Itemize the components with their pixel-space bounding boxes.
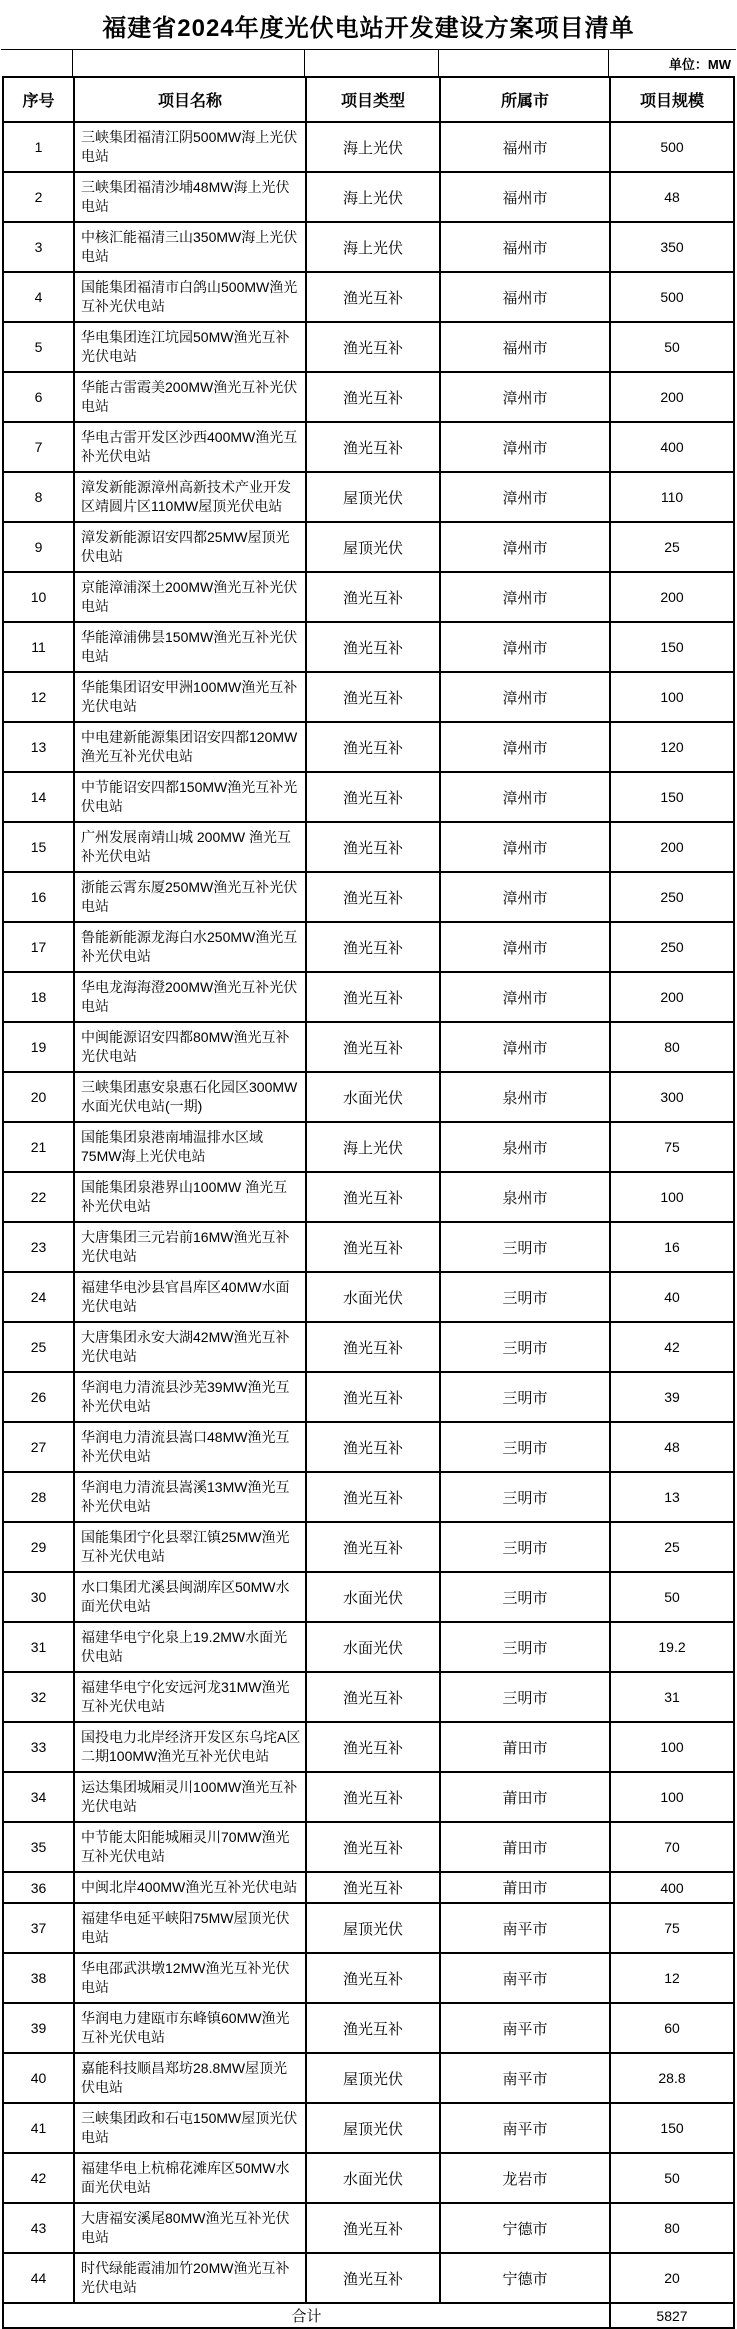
cell-scale: 350 [610, 222, 734, 272]
cell-project-name: 中闽能源诏安四都80MW渔光互补光伏电站 [74, 1022, 306, 1072]
cell-scale: 100 [610, 1722, 734, 1772]
cell-project-name: 三峡集团福清沙埔48MW海上光伏电站 [74, 172, 306, 222]
cell-project-name: 福建华电宁化安远河龙31MW渔光互补光伏电站 [74, 1672, 306, 1722]
cell-no: 7 [3, 422, 74, 472]
cell-scale: 80 [610, 2203, 734, 2253]
unit-band-spacer [439, 50, 609, 76]
cell-project-name: 水口集团尤溪县闽湖库区50MW水面光伏电站 [74, 1572, 306, 1622]
cell-project-name: 中闽北岸400MW渔光互补光伏电站 [74, 1872, 306, 1903]
cell-city: 南平市 [440, 2003, 610, 2053]
cell-project-type: 渔光互补 [306, 1322, 440, 1372]
table-row [3, 522, 734, 572]
cell-scale: 25 [610, 1522, 734, 1572]
cell-project-name: 大唐福安溪尾80MW渔光互补光伏电站 [74, 2203, 306, 2253]
cell-no: 25 [3, 1322, 74, 1372]
cell-project-name: 中节能诏安四都150MW渔光互补光伏电站 [74, 772, 306, 822]
cell-no: 41 [3, 2103, 74, 2153]
cell-project-type: 屋顶光伏 [306, 472, 440, 522]
header-no: 序号 [3, 77, 74, 122]
cell-project-type: 渔光互补 [306, 1372, 440, 1422]
cell-city: 宁德市 [440, 2203, 610, 2253]
cell-no: 17 [3, 922, 74, 972]
table-row [3, 772, 734, 822]
cell-project-type: 渔光互补 [306, 1772, 440, 1822]
cell-no: 2 [3, 172, 74, 222]
cell-scale: 60 [610, 2003, 734, 2053]
cell-city: 漳州市 [440, 972, 610, 1022]
cell-project-type: 渔光互补 [306, 2203, 440, 2253]
cell-scale: 48 [610, 172, 734, 222]
table-row [3, 2003, 734, 2053]
cell-no: 4 [3, 272, 74, 322]
cell-no: 39 [3, 2003, 74, 2053]
page-title: 福建省2024年度光伏电站开发建设方案项目清单 [1, 4, 736, 50]
cell-scale: 150 [610, 2103, 734, 2153]
cell-no: 24 [3, 1272, 74, 1322]
header-row [3, 77, 734, 122]
cell-project-name: 三峡集团政和石屯150MW屋顶光伏电站 [74, 2103, 306, 2153]
cell-project-name: 国能集团泉港南埔温排水区域75MW海上光伏电站 [74, 1122, 306, 1172]
cell-project-type: 渔光互补 [306, 2253, 440, 2303]
cell-no: 13 [3, 722, 74, 772]
cell-project-type: 渔光互补 [306, 322, 440, 372]
table-row [3, 722, 734, 772]
cell-project-name: 福建华电延平峡阳75MW屋顶光伏电站 [74, 1903, 306, 1953]
cell-project-type: 渔光互补 [306, 1872, 440, 1903]
cell-no: 12 [3, 672, 74, 722]
cell-no: 8 [3, 472, 74, 522]
cell-city: 三明市 [440, 1222, 610, 1272]
table-row [3, 1872, 734, 1903]
cell-city: 漳州市 [440, 722, 610, 772]
cell-scale: 48 [610, 1422, 734, 1472]
cell-project-name: 三峡集团福清江阴500MW海上光伏电站 [74, 122, 306, 172]
cell-scale: 42 [610, 1322, 734, 1372]
cell-city: 漳州市 [440, 372, 610, 422]
cell-city: 莆田市 [440, 1822, 610, 1872]
cell-project-type: 渔光互补 [306, 1522, 440, 1572]
table-row [3, 822, 734, 872]
table-row [3, 922, 734, 972]
cell-project-type: 海上光伏 [306, 222, 440, 272]
cell-scale: 250 [610, 922, 734, 972]
cell-city: 漳州市 [440, 1022, 610, 1072]
cell-project-type: 渔光互补 [306, 622, 440, 672]
cell-no: 44 [3, 2253, 74, 2303]
cell-scale: 120 [610, 722, 734, 772]
cell-project-name: 运达集团城厢灵川100MW渔光互补光伏电站 [74, 1772, 306, 1822]
table-row [3, 1722, 734, 1772]
cell-no: 16 [3, 872, 74, 922]
cell-project-type: 屋顶光伏 [306, 1903, 440, 1953]
table-row [3, 1903, 734, 1953]
cell-project-type: 渔光互补 [306, 372, 440, 422]
cell-city: 泉州市 [440, 1122, 610, 1172]
table-row [3, 422, 734, 472]
cell-city: 龙岩市 [440, 2153, 610, 2203]
cell-city: 三明市 [440, 1572, 610, 1622]
cell-scale: 12 [610, 1953, 734, 2003]
cell-project-type: 海上光伏 [306, 122, 440, 172]
header-scale: 项目规模 [610, 77, 734, 122]
cell-project-type: 渔光互补 [306, 872, 440, 922]
cell-project-type: 水面光伏 [306, 1622, 440, 1672]
cell-city: 莆田市 [440, 1772, 610, 1822]
cell-city: 泉州市 [440, 1172, 610, 1222]
cell-no: 22 [3, 1172, 74, 1222]
table-row [3, 1172, 734, 1222]
table-row [3, 1072, 734, 1122]
unit-band-spacer [73, 50, 305, 76]
cell-scale: 100 [610, 1172, 734, 1222]
cell-project-name: 国投电力北岸经济开发区东乌垞A区二期100MW渔光互补光伏电站 [74, 1722, 306, 1772]
total-row [3, 2303, 734, 2328]
cell-no: 6 [3, 372, 74, 422]
cell-no: 20 [3, 1072, 74, 1122]
cell-city: 三明市 [440, 1622, 610, 1672]
table-row [3, 2103, 734, 2153]
cell-scale: 500 [610, 122, 734, 172]
cell-project-name: 时代绿能霞浦加竹20MW渔光互补光伏电站 [74, 2253, 306, 2303]
cell-project-name: 浙能云霄东厦250MW渔光互补光伏电站 [74, 872, 306, 922]
cell-no: 28 [3, 1472, 74, 1522]
table-row [3, 2203, 734, 2253]
cell-scale: 50 [610, 322, 734, 372]
cell-scale: 20 [610, 2253, 734, 2303]
cell-project-name: 福建华电宁化泉上19.2MW水面光伏电站 [74, 1622, 306, 1672]
cell-project-type: 渔光互补 [306, 1172, 440, 1222]
table-row [3, 1022, 734, 1072]
project-table [2, 76, 735, 2329]
cell-city: 莆田市 [440, 1872, 610, 1903]
cell-city: 莆田市 [440, 1722, 610, 1772]
table-row [3, 1422, 734, 1472]
cell-project-name: 大唐集团三元岩前16MW渔光互补光伏电站 [74, 1222, 306, 1272]
table-row [3, 272, 734, 322]
table-row [3, 1622, 734, 1672]
cell-no: 21 [3, 1122, 74, 1172]
cell-project-type: 水面光伏 [306, 1072, 440, 1122]
cell-city: 南平市 [440, 1953, 610, 2003]
cell-no: 32 [3, 1672, 74, 1722]
table-row [3, 1322, 734, 1372]
table-row [3, 1953, 734, 2003]
table-row [3, 872, 734, 922]
cell-scale: 75 [610, 1122, 734, 1172]
table-row [3, 1472, 734, 1522]
cell-project-name: 华润电力清流县嵩溪13MW渔光互补光伏电站 [74, 1472, 306, 1522]
cell-no: 36 [3, 1872, 74, 1903]
table-row [3, 2253, 734, 2303]
cell-project-type: 渔光互补 [306, 722, 440, 772]
cell-project-type: 屋顶光伏 [306, 522, 440, 572]
cell-city: 南平市 [440, 2103, 610, 2153]
cell-city: 漳州市 [440, 572, 610, 622]
table-row [3, 1822, 734, 1872]
cell-scale: 75 [610, 1903, 734, 1953]
cell-project-name: 福建华电上杭棉花滩库区50MW水面光伏电站 [74, 2153, 306, 2203]
cell-scale: 100 [610, 672, 734, 722]
unit-band [2, 50, 735, 76]
cell-no: 10 [3, 572, 74, 622]
cell-project-type: 渔光互补 [306, 1822, 440, 1872]
cell-scale: 250 [610, 872, 734, 922]
table-row [3, 372, 734, 422]
cell-project-name: 鲁能新能源龙海白水250MW渔光互补光伏电站 [74, 922, 306, 972]
cell-scale: 70 [610, 1822, 734, 1872]
table-row [3, 572, 734, 622]
cell-project-type: 渔光互补 [306, 972, 440, 1022]
cell-no: 11 [3, 622, 74, 672]
cell-city: 宁德市 [440, 2253, 610, 2303]
cell-project-name: 华能古雷霞美200MW渔光互补光伏电站 [74, 372, 306, 422]
cell-project-type: 渔光互补 [306, 1672, 440, 1722]
cell-city: 福州市 [440, 122, 610, 172]
cell-project-name: 漳发新能源诏安四都25MW屋顶光伏电站 [74, 522, 306, 572]
cell-city: 漳州市 [440, 822, 610, 872]
cell-scale: 19.2 [610, 1622, 734, 1672]
cell-project-type: 渔光互补 [306, 422, 440, 472]
header-project-type: 项目类型 [306, 77, 440, 122]
cell-scale: 31 [610, 1672, 734, 1722]
cell-project-type: 渔光互补 [306, 2003, 440, 2053]
cell-scale: 150 [610, 772, 734, 822]
cell-project-name: 中节能太阳能城厢灵川70MW渔光互补光伏电站 [74, 1822, 306, 1872]
cell-project-name: 大唐集团永安大湖42MW渔光互补光伏电站 [74, 1322, 306, 1372]
table-row [3, 1272, 734, 1322]
cell-no: 3 [3, 222, 74, 272]
table-row [3, 2053, 734, 2103]
cell-project-name: 国能集团宁化县翠江镇25MW渔光互补光伏电站 [74, 1522, 306, 1572]
cell-no: 9 [3, 522, 74, 572]
cell-project-type: 渔光互补 [306, 1953, 440, 2003]
cell-project-name: 国能集团泉港界山100MW 渔光互补光伏电站 [74, 1172, 306, 1222]
cell-scale: 400 [610, 1872, 734, 1903]
cell-scale: 110 [610, 472, 734, 522]
cell-city: 漳州市 [440, 872, 610, 922]
unit-band-spacer [2, 50, 73, 76]
cell-city: 三明市 [440, 1672, 610, 1722]
cell-scale: 39 [610, 1372, 734, 1422]
header-city: 所属市 [440, 77, 610, 122]
table-row [3, 972, 734, 1022]
cell-city: 漳州市 [440, 922, 610, 972]
cell-no: 1 [3, 122, 74, 172]
cell-no: 34 [3, 1772, 74, 1822]
table-row [3, 122, 734, 172]
cell-scale: 13 [610, 1472, 734, 1522]
cell-no: 43 [3, 2203, 74, 2253]
cell-no: 35 [3, 1822, 74, 1872]
cell-city: 漳州市 [440, 472, 610, 522]
cell-no: 15 [3, 822, 74, 872]
cell-project-name: 华润电力清流县嵩口48MW渔光互补光伏电站 [74, 1422, 306, 1472]
cell-scale: 50 [610, 2153, 734, 2203]
cell-no: 27 [3, 1422, 74, 1472]
cell-project-type: 水面光伏 [306, 2153, 440, 2203]
cell-project-type: 渔光互补 [306, 1222, 440, 1272]
cell-project-type: 渔光互补 [306, 772, 440, 822]
cell-no: 23 [3, 1222, 74, 1272]
cell-project-type: 海上光伏 [306, 1122, 440, 1172]
table-row [3, 472, 734, 522]
cell-project-type: 渔光互补 [306, 1472, 440, 1522]
cell-city: 三明市 [440, 1472, 610, 1522]
cell-project-name: 华润电力建瓯市东峰镇60MW渔光互补光伏电站 [74, 2003, 306, 2053]
table-row [3, 1522, 734, 1572]
cell-scale: 150 [610, 622, 734, 672]
cell-no: 30 [3, 1572, 74, 1622]
table-row [3, 172, 734, 222]
cell-no: 38 [3, 1953, 74, 2003]
cell-scale: 200 [610, 972, 734, 1022]
table-body [3, 122, 734, 2303]
cell-city: 漳州市 [440, 622, 610, 672]
cell-scale: 25 [610, 522, 734, 572]
cell-project-type: 渔光互补 [306, 922, 440, 972]
cell-scale: 200 [610, 822, 734, 872]
cell-city: 漳州市 [440, 672, 610, 722]
table-row [3, 1122, 734, 1172]
table-row [3, 222, 734, 272]
cell-scale: 200 [610, 572, 734, 622]
cell-scale: 80 [610, 1022, 734, 1072]
total-label: 合计 [3, 2303, 610, 2328]
cell-scale: 50 [610, 1572, 734, 1622]
cell-project-name: 漳发新能源漳州高新技术产业开发区靖圆片区110MW屋顶光伏电站 [74, 472, 306, 522]
cell-city: 三明市 [440, 1272, 610, 1322]
cell-city: 泉州市 [440, 1072, 610, 1122]
cell-project-name: 三峡集团惠安泉惠石化园区300MW水面光伏电站(一期) [74, 1072, 306, 1122]
cell-project-type: 屋顶光伏 [306, 2103, 440, 2153]
cell-project-name: 中核汇能福清三山350MW海上光伏电站 [74, 222, 306, 272]
cell-project-name: 华电龙海海澄200MW渔光互补光伏电站 [74, 972, 306, 1022]
table-row [3, 1572, 734, 1622]
cell-scale: 100 [610, 1772, 734, 1822]
cell-scale: 200 [610, 372, 734, 422]
table-row [3, 1772, 734, 1822]
cell-city: 三明市 [440, 1372, 610, 1422]
cell-project-name: 国能集团福清市白鸽山500MW渔光互补光伏电站 [74, 272, 306, 322]
cell-city: 三明市 [440, 1322, 610, 1372]
total-value: 5827 [610, 2303, 734, 2328]
cell-project-name: 广州发展南靖山城 200MW 渔光互补光伏电站 [74, 822, 306, 872]
cell-city: 南平市 [440, 1903, 610, 1953]
cell-project-name: 华能漳浦佛昙150MW渔光互补光伏电站 [74, 622, 306, 672]
cell-no: 31 [3, 1622, 74, 1672]
cell-project-type: 渔光互补 [306, 272, 440, 322]
unit-label: 单位：MW [668, 56, 731, 72]
cell-project-type: 渔光互补 [306, 1722, 440, 1772]
cell-scale: 16 [610, 1222, 734, 1272]
cell-city: 福州市 [440, 272, 610, 322]
cell-no: 14 [3, 772, 74, 822]
cell-project-name: 华电集团连江坑园50MW渔光互补光伏电站 [74, 322, 306, 372]
table-row [3, 322, 734, 372]
cell-city: 南平市 [440, 2053, 610, 2103]
cell-city: 漳州市 [440, 422, 610, 472]
cell-project-type: 水面光伏 [306, 1272, 440, 1322]
cell-no: 42 [3, 2153, 74, 2203]
cell-scale: 300 [610, 1072, 734, 1122]
cell-scale: 40 [610, 1272, 734, 1322]
cell-project-name: 华润电力清流县沙芜39MW渔光互补光伏电站 [74, 1372, 306, 1422]
cell-project-type: 水面光伏 [306, 1572, 440, 1622]
cell-project-type: 渔光互补 [306, 672, 440, 722]
cell-no: 19 [3, 1022, 74, 1072]
table-row [3, 1222, 734, 1272]
cell-project-type: 渔光互补 [306, 1422, 440, 1472]
cell-project-name: 嘉能科技顺昌郑坊28.8MW屋顶光伏电站 [74, 2053, 306, 2103]
cell-city: 三明市 [440, 1422, 610, 1472]
cell-project-name: 中电建新能源集团诏安四都120MW渔光互补光伏电站 [74, 722, 306, 772]
cell-project-name: 福建华电沙县官昌库区40MW水面光伏电站 [74, 1272, 306, 1322]
cell-scale: 28.8 [610, 2053, 734, 2103]
table-row [3, 1372, 734, 1422]
cell-no: 33 [3, 1722, 74, 1772]
cell-project-type: 渔光互补 [306, 1022, 440, 1072]
cell-no: 26 [3, 1372, 74, 1422]
cell-project-name: 华能集团诏安甲洲100MW渔光互补光伏电站 [74, 672, 306, 722]
cell-project-name: 华电古雷开发区沙西400MW渔光互补光伏电站 [74, 422, 306, 472]
cell-scale: 400 [610, 422, 734, 472]
cell-project-type: 屋顶光伏 [306, 2053, 440, 2103]
cell-no: 5 [3, 322, 74, 372]
cell-city: 福州市 [440, 322, 610, 372]
table-row [3, 622, 734, 672]
table-row [3, 2153, 734, 2203]
cell-project-type: 海上光伏 [306, 172, 440, 222]
table-row [3, 1672, 734, 1722]
cell-no: 37 [3, 1903, 74, 1953]
cell-no: 29 [3, 1522, 74, 1572]
cell-project-type: 渔光互补 [306, 572, 440, 622]
cell-city: 福州市 [440, 172, 610, 222]
cell-scale: 500 [610, 272, 734, 322]
cell-project-type: 渔光互补 [306, 822, 440, 872]
cell-no: 40 [3, 2053, 74, 2103]
cell-city: 三明市 [440, 1522, 610, 1572]
table-row [3, 672, 734, 722]
cell-no: 18 [3, 972, 74, 1022]
unit-band-spacer [609, 50, 733, 76]
cell-city: 漳州市 [440, 772, 610, 822]
unit-band-spacer [305, 50, 439, 76]
cell-city: 福州市 [440, 222, 610, 272]
cell-project-name: 华电邵武洪墩12MW渔光互补光伏电站 [74, 1953, 306, 2003]
cell-city: 漳州市 [440, 522, 610, 572]
cell-project-name: 京能漳浦深土200MW渔光互补光伏电站 [74, 572, 306, 622]
header-project-name: 项目名称 [74, 77, 306, 122]
